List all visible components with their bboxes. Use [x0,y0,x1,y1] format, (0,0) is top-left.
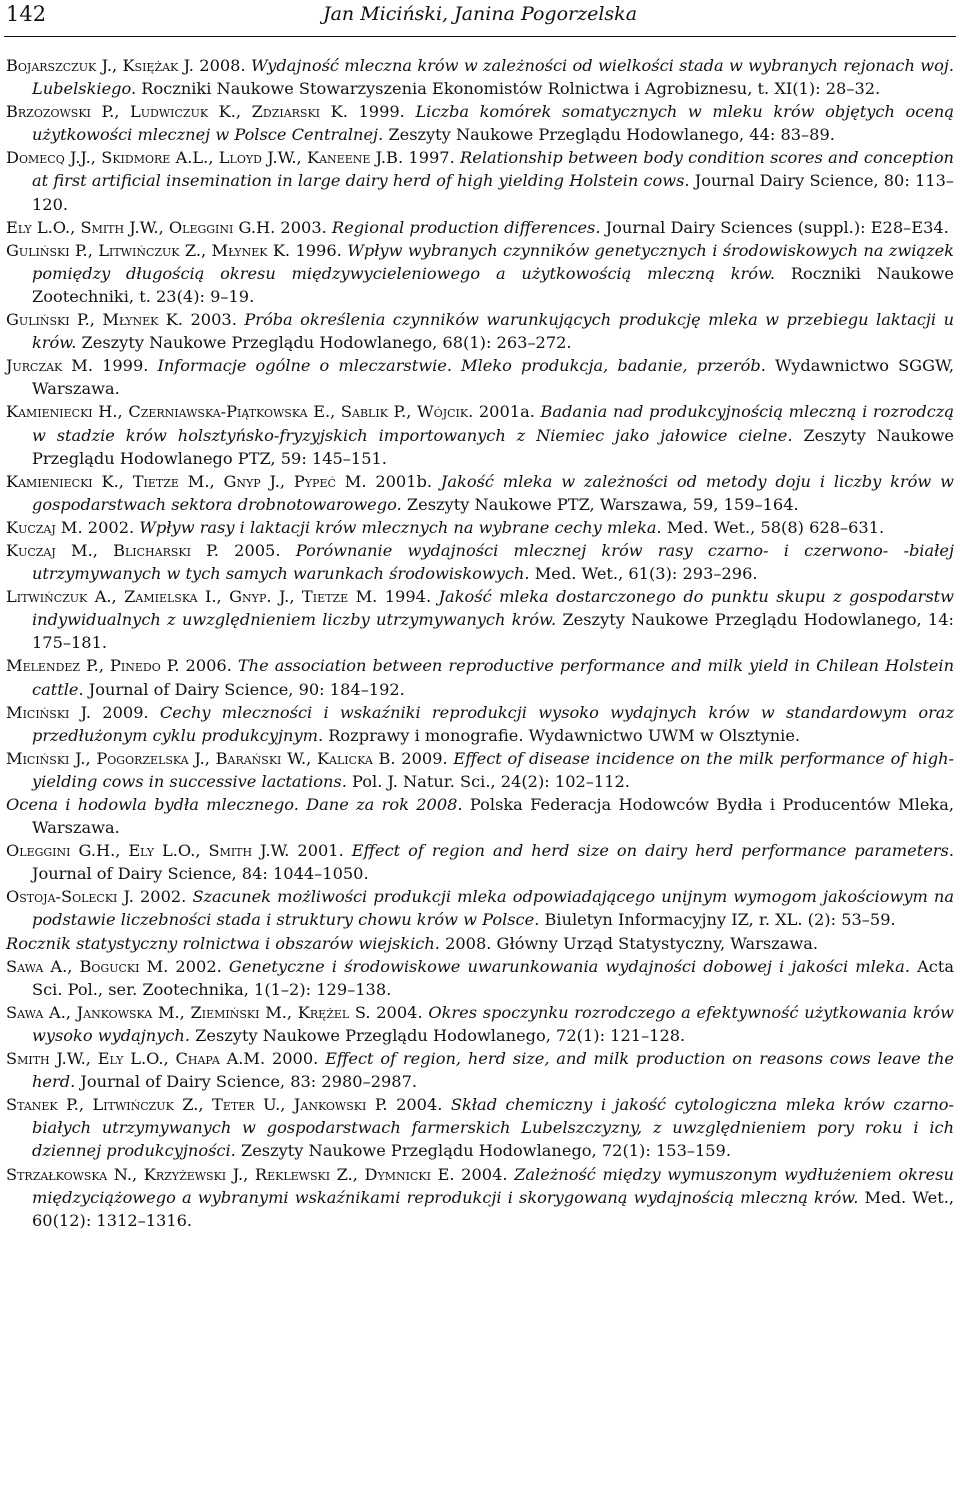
reference-year: 2009. [91,702,160,722]
reference-entry [6,100,954,146]
reference-authors: Sawa A., Bogucki M. [6,956,169,976]
reference-list [6,54,954,1232]
reference-entry [6,146,954,215]
reference-year: 2008. [193,56,251,75]
reference-authors: Ostoja-Solecki J. [6,887,134,907]
reference-source: Journal Dairy Science, 80: 113–120. [32,171,954,214]
reference-source: Roczniki Naukowe Stowarzyszenia Ekonomistów Rolnictwa i Agrobiznesu, t. XI(1): 28–32. [136,79,881,99]
reference-source: Journal Dairy Sciences (suppl.): E28–E34. [600,217,949,237]
reference-source: Zeszyty Naukowe Przeglądu Hodowlanego, 72(1): 121–128. [190,1025,686,1045]
reference-authors: Melendez P., Pinedo P. [6,656,180,676]
reference-authors: Guliński P., Młynek K. [6,310,184,330]
reference-year: 2002. [168,956,229,976]
reference-title: Cechy mleczności i wskaźniki reprodukcji wysoko wydajnych krów w standardowym oraz przedłużonym cyklu produkcyjnym. [32,702,954,745]
reference-source: Journal of Dairy Science, 90: 184–192. [83,679,405,699]
reference-entry [6,1093,954,1162]
reference-entry [6,308,954,354]
reference-source: Zeszyty Naukowe Przeglądu Hodowlanego, 72(1): 153–159. [235,1141,732,1161]
reference-year: 2004. [370,1002,429,1022]
reference-title: Regional production differences. [331,217,601,237]
reference-authors: Guliński P., Litwińczuk Z., Młynek K. [6,240,291,260]
reference-source: Zeszyty Naukowe Przeglądu Hodowlanego PTZ, 59: 145–151. [32,425,955,468]
reference-title: Relationship between body condition scores and conception at first artificial insemination in large dairy herd of high yielding Holstein cows. [32,148,954,191]
reference-entry [6,955,954,1001]
reference-authors: Ely L.O., Smith J.W., Oleggini G.H. [6,217,276,237]
reference-entry [6,239,954,308]
reference-year: 2001. [289,841,352,861]
reference-title: Próba określenia czynników warunkujących produkcję mleka w przebiegu laktacji u krów. [32,310,954,353]
reference-title: Effect of disease incidence on the milk performance of high-yielding cows in successive lactations. [32,748,954,791]
reference-source: Acta Sci. Pol., ser. Zootechnika, 1(1–2): 129–138. [32,956,955,999]
reference-entry [6,585,954,654]
reference-title: Informacje ogólne o mleczarstwie. Mleko produkcja, badanie, przerób. [157,356,766,376]
reference-authors: Stanek P., Litwińczuk Z., Teter U., Jankowski P. [6,1095,388,1115]
page-number: 142 [6,2,47,26]
reference-source: Roczniki Naukowe Zootechniki, t. 23(4): 9–19. [32,263,954,306]
reference-source: Rozprawy i monografie. Wydawnictwo UWM w Olsztynie. [323,725,801,745]
reference-year: 1994. [377,587,439,607]
reference-year: 1996. [290,240,348,260]
reference-year: 2001a. [473,402,541,422]
reference-year: 2004. [454,1164,515,1184]
reference-authors: Litwińczuk A., Zamielska I., Gnyp. J., Tietze M. [6,587,378,607]
reference-source: Zeszyty Naukowe Przeglądu Hodowlanego, 44: 83–89. [383,125,835,145]
reference-entry [6,470,954,516]
reference-entry [6,747,954,793]
reference-year: 2002. [133,887,193,907]
reference-title: Wpływ rasy i laktacji krów mlecznych na wybrane cechy mleka. [139,517,662,537]
reference-title: Jakość mleka dostarczonego do punktu skupu z gospodarstw indywidualnych z uwzględnieniem liczby utrzymywanych krów. [32,587,955,630]
reference-entry [6,701,954,747]
reference-year: 2005. [218,540,296,560]
reference-year: 2009. [395,748,454,768]
reference-year: 2003. [183,310,245,330]
reference-authors: Kuczaj M., Blicharski P. [6,540,219,560]
reference-source: Pol. J. Natur. Sci., 24(2): 102–112. [346,771,630,791]
reference-year: 1999. [347,102,416,122]
reference-year: 2002. [82,517,140,537]
reference-source: Journal of Dairy Science, 83: 2980–2987. [75,1072,418,1092]
reference-title: Okres spoczynku rozrodczego a efektywność użytkowania krów wysoko wydajnych. [32,1002,954,1045]
reference-authors: Bojarszczuk J., Księżak J. [6,56,194,75]
reference-title: Genetyczne i środowiskowe uwarunkowania wydajności dobowej i jakości mleka. [228,956,910,976]
reference-title: Effect of region and herd size on dairy herd performance parameters. [351,841,954,861]
reference-year: 2003. [275,217,332,237]
reference-year: 2001b. [366,471,441,491]
reference-title: Jakość mleka w zależności od metody doju i liczby krów w gospodarstwach sektora drobnotowarowego. [32,471,954,514]
reference-title: Wpływ wybranych czynników genetycznych i środowiskowych na związek pomiędzy długością okresu międzywycieleniowego a użytkowością mleczną krów. [32,240,954,283]
reference-title: Szacunek możliwości produkcji mleka odpowiadającego unijnym wymogom jakościowym na podstawie liczebności stada i struktury chowu krów w Polsce. [32,887,954,930]
reference-authors: Jurczak M. [6,356,94,376]
reference-year: 1999. [93,356,158,376]
reference-source: Med. Wet., 58(8) 628–631. [661,517,885,537]
reference-authors: Kamieniecki H., Czerniawska-Piątkowska E., Sablik P., Wójcik. [6,402,474,422]
reference-year: 2004. [387,1095,451,1115]
reference-entry [6,539,954,585]
reference-entry [6,1047,954,1093]
reference-entry [6,354,954,400]
reference-title: Wydajność mleczna krów w zależności od wielkości stada w wybranych rejonach woj. Lubelskiego. [32,56,954,99]
reference-title: Effect of region, herd size, and milk production on reasons cows leave the herd. [32,1049,954,1092]
reference-entry [6,216,954,239]
reference-authors: Oleggini G.H., Ely L.O., Smith J.W. [6,841,290,861]
reference-title: Zależność między wymuszonym wydłużeniem okresu międzyciążowego a wybranymi wskaźnikami reprodukcji i skorygowaną wydajnością mleczną krów. [32,1164,954,1207]
reference-title: Ocena i hodowla bydła mlecznego. Dane za rok 2008. [6,795,463,814]
reference-authors: Domecq J.J., Skidmore A.L., Lloyd J.W., Kaneene J.B. [6,148,404,168]
reference-source: Zeszyty Naukowe Przeglądu Hodowlanego, 68(1): 263–272. [76,333,572,353]
reference-entry [6,54,954,100]
reference-authors: Miciński J., Pogorzelska J., Barański W., Kalicka B. [6,748,396,768]
reference-source: Med. Wet., 61(3): 293–296. [529,564,758,584]
reference-year: 2006. [179,656,238,676]
reference-source: Biuletyn Informacyjny IZ, r. XL. (2): 53–59. [539,910,896,930]
header-rule [4,36,956,37]
reference-source: Med. Wet., 60(12): 1312–1316. [32,1187,954,1230]
reference-source: 2008. Główny Urząd Statystyczny, Warszawa. [439,933,819,953]
reference-entry [6,1001,954,1047]
running-title: Jan Miciński, Janina Pogorzelska [322,3,638,25]
reference-authors: Kamieniecki K., Tietze M., Gnyp J., Pypeć M. [6,471,367,491]
reference-entry [6,516,954,539]
reference-title: The association between reproductive performance and milk yield in Chilean Holstein cattle. [32,656,954,699]
reference-title: Liczba komórek somatycznych w mleku krów objętych oceną użytkowości mlecznej w Polsce Centralnej. [32,102,954,145]
reference-source: Wydawnictwo SGGW, Warszawa. [32,356,954,399]
reference-title: Skład chemiczny i jakość cytologiczna mleka krów czarno-białych utrzymywanych w gospodarstwach farmerskich Lubelszczyzny, z uwzględnieniem pory roku i ich dziennej produkcyjności. [32,1095,954,1161]
reference-authors: Smith J.W., Ely L.O., Chapa A.M. [6,1049,266,1069]
reference-entry [6,400,954,469]
reference-authors: Strzałkowska N., Krzyżewski J., Reklewski Z., Dymnicki E. [6,1164,455,1184]
reference-year: 2000. [265,1049,326,1069]
reference-title: Porównanie wydajności mlecznej krów rasy czarno- i czerwono- -białej utrzymywanych w tych samych warunkach środowiskowych. [32,540,954,584]
reference-year: 1997. [403,148,461,168]
reference-title: Rocznik statystyczny rolnictwa i obszarów wiejskich. [6,933,440,953]
reference-entry [6,839,954,885]
page-header [0,0,960,34]
reference-source: Zeszyty Naukowe PTZ, Warszawa, 59, 159–164. [401,494,799,514]
reference-title: Badania nad produkcyjnością mleczną i rozrodczą w stadzie krów holsztyńsko-fryzyjskich importowanych z Niemiec jako jałowice cielne. [32,402,954,445]
reference-source: Journal of Dairy Science, 84: 1044–1050. [32,864,369,884]
reference-entry [6,654,954,700]
reference-authors: Brzozowski P., Ludwiczuk K., Zdziarski K. [6,102,348,122]
reference-source: Zeszyty Naukowe Przeglądu Hodowlanego, 14: 175–181. [32,610,954,653]
reference-entry [6,932,954,955]
reference-entry [6,885,954,931]
reference-authors: Sawa A., Jankowska M., Ziemiński M., Krężel S. [6,1002,371,1022]
reference-entry [6,1163,954,1232]
reference-source: Polska Federacja Hodowców Bydła i Producentów Mleka, Warszawa. [32,795,954,838]
reference-authors: Kuczaj M. [6,517,83,537]
reference-entry [6,793,954,839]
reference-authors: Miciński J. [6,702,92,722]
